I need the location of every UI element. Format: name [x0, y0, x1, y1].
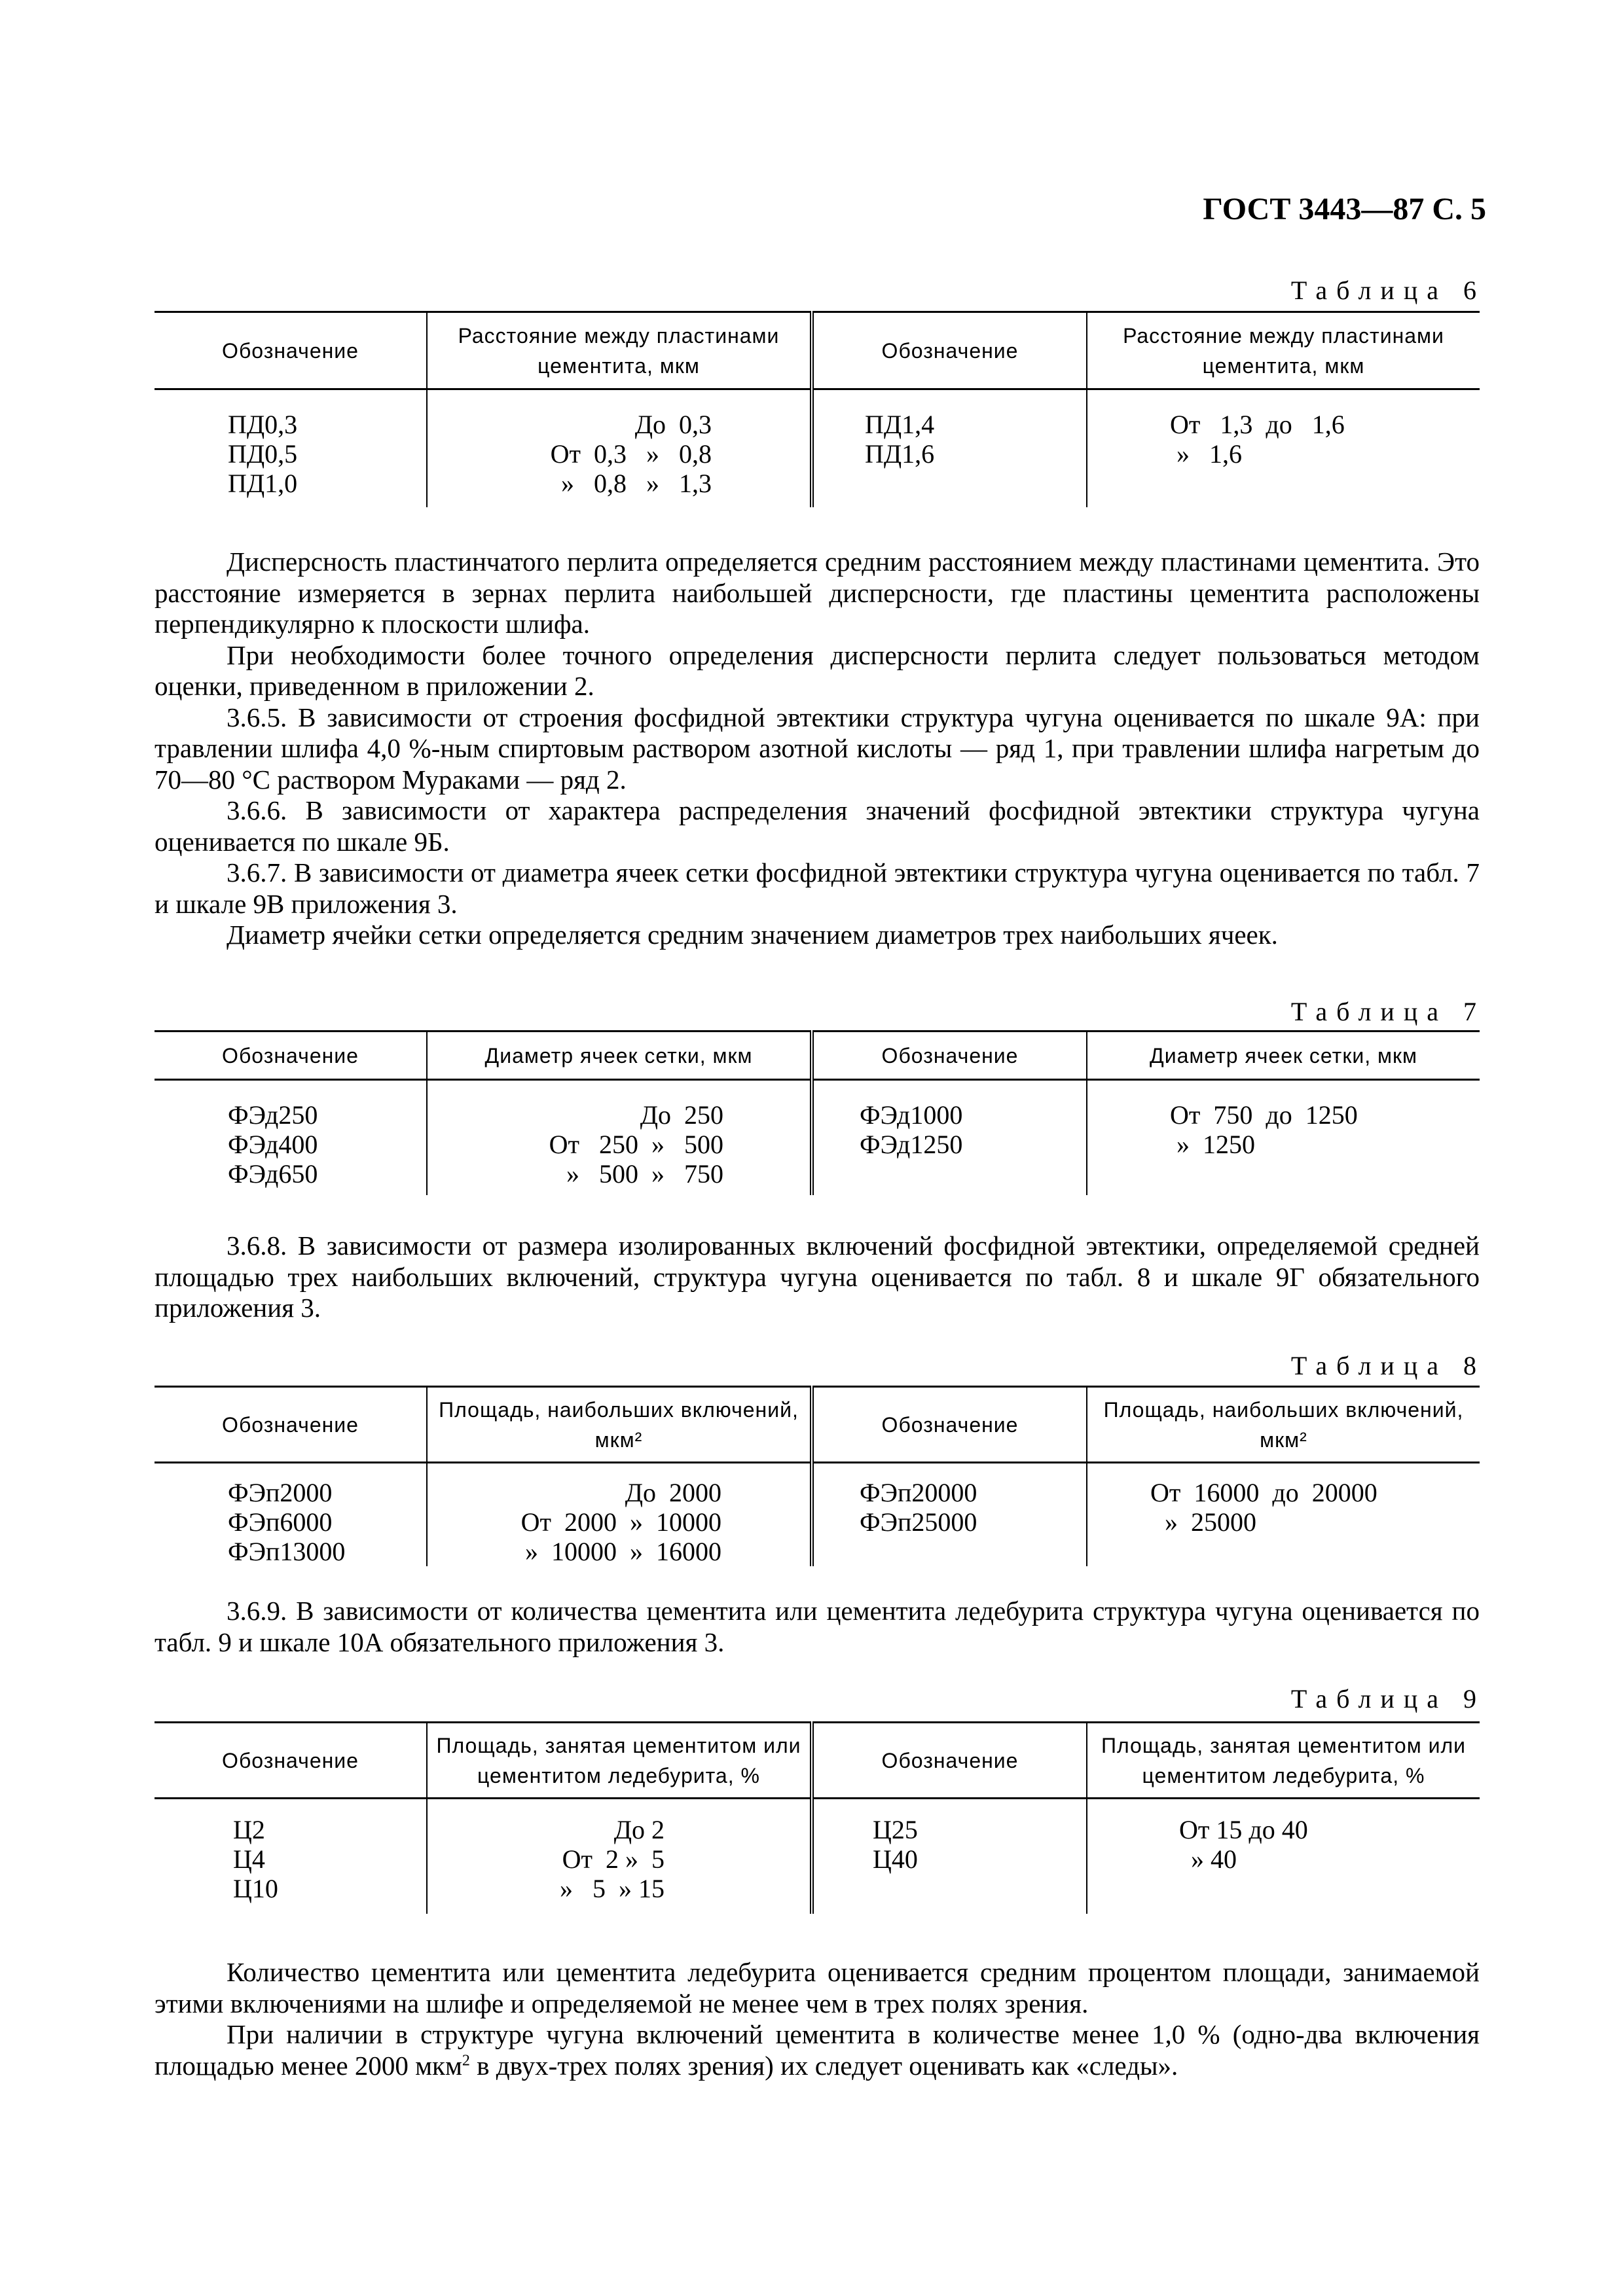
table-cell: » 1250 — [1176, 1130, 1255, 1159]
table-cell: ФЭд1000 — [860, 1100, 963, 1130]
table-cell: ФЭд250 — [228, 1100, 318, 1130]
table9-header-area: Площадь, занятая цементитом или цементитом ледебурита, % — [427, 1723, 812, 1799]
table-cell: От 2 » 5 — [562, 1844, 665, 1874]
table-cell: ФЭп6000 — [228, 1507, 333, 1537]
table7-header-diameter: Диаметр ячеек сетки, мкм — [427, 1031, 812, 1080]
table8-header-area — [427, 1387, 812, 1463]
table9-header-designation-2: Обозначение — [812, 1723, 1087, 1799]
table9-caption: Таблица 9 — [1290, 1684, 1486, 1713]
table-cell: ФЭп25000 — [860, 1507, 977, 1537]
table9-col-area — [427, 1799, 812, 1914]
table-cell: Ц40 — [873, 1844, 918, 1874]
table6-col-spacing-2 — [1087, 389, 1480, 507]
table9-col-designation — [155, 1799, 427, 1914]
table7-col-designation-2 — [812, 1080, 1087, 1195]
table7-col-diameter — [427, 1080, 812, 1195]
table-cell: От 2000 » 10000 — [520, 1507, 721, 1537]
table-cell: Ц10 — [233, 1874, 278, 1903]
table6-col-spacing — [427, 389, 812, 507]
table7 — [155, 1030, 1480, 1195]
table-cell: » 5 » 15 — [560, 1874, 665, 1903]
table7-caption: Таблица 7 — [1290, 997, 1486, 1026]
paragraph: 3.6.9. В зависимости от количества цементита или цементита ледебурита структура чугуна оценивается по табл. 9 и шкале 10А обязательного приложения 3. — [155, 1596, 1480, 1657]
superscript: 2 — [462, 2051, 470, 2069]
table8-header-designation: Обозначение — [155, 1387, 427, 1463]
table-cell: ФЭп2000 — [228, 1478, 333, 1507]
table9-col-designation-2 — [812, 1799, 1087, 1914]
table-cell: До 2 — [613, 1815, 665, 1844]
table-cell: ПД0,3 — [228, 410, 298, 439]
table-cell: От 16000 до 20000 — [1150, 1478, 1377, 1507]
table-cell: От 750 до 1250 — [1170, 1100, 1358, 1130]
paragraph: При необходимости более точного определения дисперсности перлита следует пользоваться методом оценки, приведенном в приложении 2. — [155, 639, 1480, 701]
table-cell: До 0,3 — [634, 410, 712, 439]
table-cell: ФЭп20000 — [860, 1478, 977, 1507]
table9 — [155, 1721, 1480, 1914]
table-cell: » 1,6 — [1176, 439, 1242, 469]
paragraph: Количество цементита или цементита ледебурита оценивается средним процентом площади, занимаемой этими включениями на шлифе и определяемой не менее чем в трех полях зрения. — [155, 1957, 1480, 2018]
paragraph: 3.6.7. В зависимости от диаметра ячеек сетки фосфидной эвтектики структура чугуна оценивается по табл. 7 и шкале 9В приложения 3. — [155, 857, 1480, 919]
table8-col-designation-2 — [812, 1463, 1087, 1567]
paragraph: Дисперсность пластинчатого перлита определяется средним расстоянием между пластинами цементита. Это расстояние измеряется в зернах перлита наибольшей дисперсности, где пластины цементита расположены перпендикулярно к плоскости шлифа. — [155, 547, 1480, 639]
table-cell: Ц2 — [233, 1815, 265, 1844]
table-cell: » 10000 » 16000 — [525, 1537, 721, 1566]
text-block-2 — [155, 1230, 1480, 1324]
table-cell: » 500 » 750 — [566, 1159, 723, 1189]
table-cell: ФЭп13000 — [228, 1537, 346, 1566]
table-cell: ПД1,6 — [865, 439, 935, 469]
table-cell: » 40 — [1191, 1844, 1237, 1874]
table-cell: До 250 — [640, 1100, 723, 1130]
table-cell: ФЭд400 — [228, 1130, 318, 1159]
table-cell: До 2000 — [625, 1478, 721, 1507]
table-cell: От 0,3 » 0,8 — [550, 439, 712, 469]
text-run: в двух-трех полях зрения) их следует оценивать как «следы». — [469, 2050, 1178, 2081]
paragraph — [155, 2019, 1480, 2081]
table7-header-designation: Обозначение — [155, 1031, 427, 1080]
table7-col-diameter-2 — [1087, 1080, 1480, 1195]
table7-header-designation-2: Обозначение — [812, 1031, 1087, 1080]
table8-caption: Таблица 8 — [1290, 1351, 1486, 1380]
text-block-3 — [155, 1596, 1480, 1658]
table-cell: Ц4 — [233, 1844, 265, 1874]
table8-header-designation-2: Обозначение — [812, 1387, 1087, 1463]
table-cell: ФЭд1250 — [860, 1130, 963, 1159]
table-cell: » 0,8 » 1,3 — [561, 469, 712, 498]
table-cell: » 25000 — [1165, 1507, 1256, 1537]
table6 — [155, 311, 1480, 507]
table8-col-area — [427, 1463, 812, 1567]
text-block-1 — [155, 547, 1480, 951]
table7-header-diameter-2: Диаметр ячеек сетки, мкм — [1087, 1031, 1480, 1080]
table6-header-spacing: Расстояние между пластинами цементита, мкм — [427, 312, 812, 389]
table8 — [155, 1386, 1480, 1566]
table9-header-area-2: Площадь, занятая цементитом или цементитом ледебурита, % — [1087, 1723, 1480, 1799]
table8-col-designation — [155, 1463, 427, 1567]
header-text: Площадь, наибольших включений, мкм² — [439, 1397, 799, 1452]
table-cell: ПД0,5 — [228, 439, 298, 469]
table9-header-designation: Обозначение — [155, 1723, 427, 1799]
table8-col-area-2 — [1087, 1463, 1480, 1567]
text-block-4 — [155, 1957, 1480, 2081]
table-cell: От 15 до 40 — [1179, 1815, 1308, 1844]
table6-col-designation — [155, 389, 427, 507]
table-cell: ПД1,4 — [865, 410, 935, 439]
page-header: ГОСТ 3443—87 С. 5 — [1203, 192, 1486, 226]
table7-col-designation — [155, 1080, 427, 1195]
table-cell: ПД1,0 — [228, 469, 298, 498]
table-cell: ФЭд650 — [228, 1159, 318, 1189]
paragraph: 3.6.6. В зависимости от характера распределения значений фосфидной эвтектики структура чугуна оценивается по шкале 9Б. — [155, 795, 1480, 857]
table-cell: От 250 » 500 — [549, 1130, 723, 1159]
table-cell: Ц25 — [873, 1815, 918, 1844]
table6-col-designation-2 — [812, 389, 1087, 507]
paragraph: 3.6.8. В зависимости от размера изолированных включений фосфидной эвтектики, определяемой средней площадью трех наибольших включений, структура чугуна оценивается по табл. 8 и шкале 9Г обязательного приложения 3. — [155, 1230, 1480, 1323]
table6-header-designation: Обозначение — [155, 312, 427, 389]
text-run: При наличии в структуре чугуна включений цементита в количестве менее 1,0 % (одно-два включения площадью менее 2000 мкм — [155, 2019, 1480, 2081]
table6-header-designation-2: Обозначение — [812, 312, 1087, 389]
paragraph: 3.6.5. В зависимости от строения фосфидной эвтектики структура чугуна оценивается по шкале 9А: при травлении шлифа 4,0 %-ным спиртовым раствором азотной кислоты — ряд 1, при травлении шлифа нагретым до 70—80 °С раствором Мураками — ряд 2. — [155, 702, 1480, 795]
header-text: Площадь, наибольших включений, мкм² — [1103, 1397, 1464, 1452]
table6-header-spacing-2: Расстояние между пластинами цементита, мкм — [1087, 312, 1480, 389]
table6-caption: Таблица 6 — [1290, 276, 1486, 305]
table-cell: От 1,3 до 1,6 — [1170, 410, 1345, 439]
paragraph: Диаметр ячейки сетки определяется средним значением диаметров трех наибольших ячеек. — [227, 920, 1278, 950]
table9-col-area-2 — [1087, 1799, 1480, 1914]
table8-header-area-2 — [1087, 1387, 1480, 1463]
